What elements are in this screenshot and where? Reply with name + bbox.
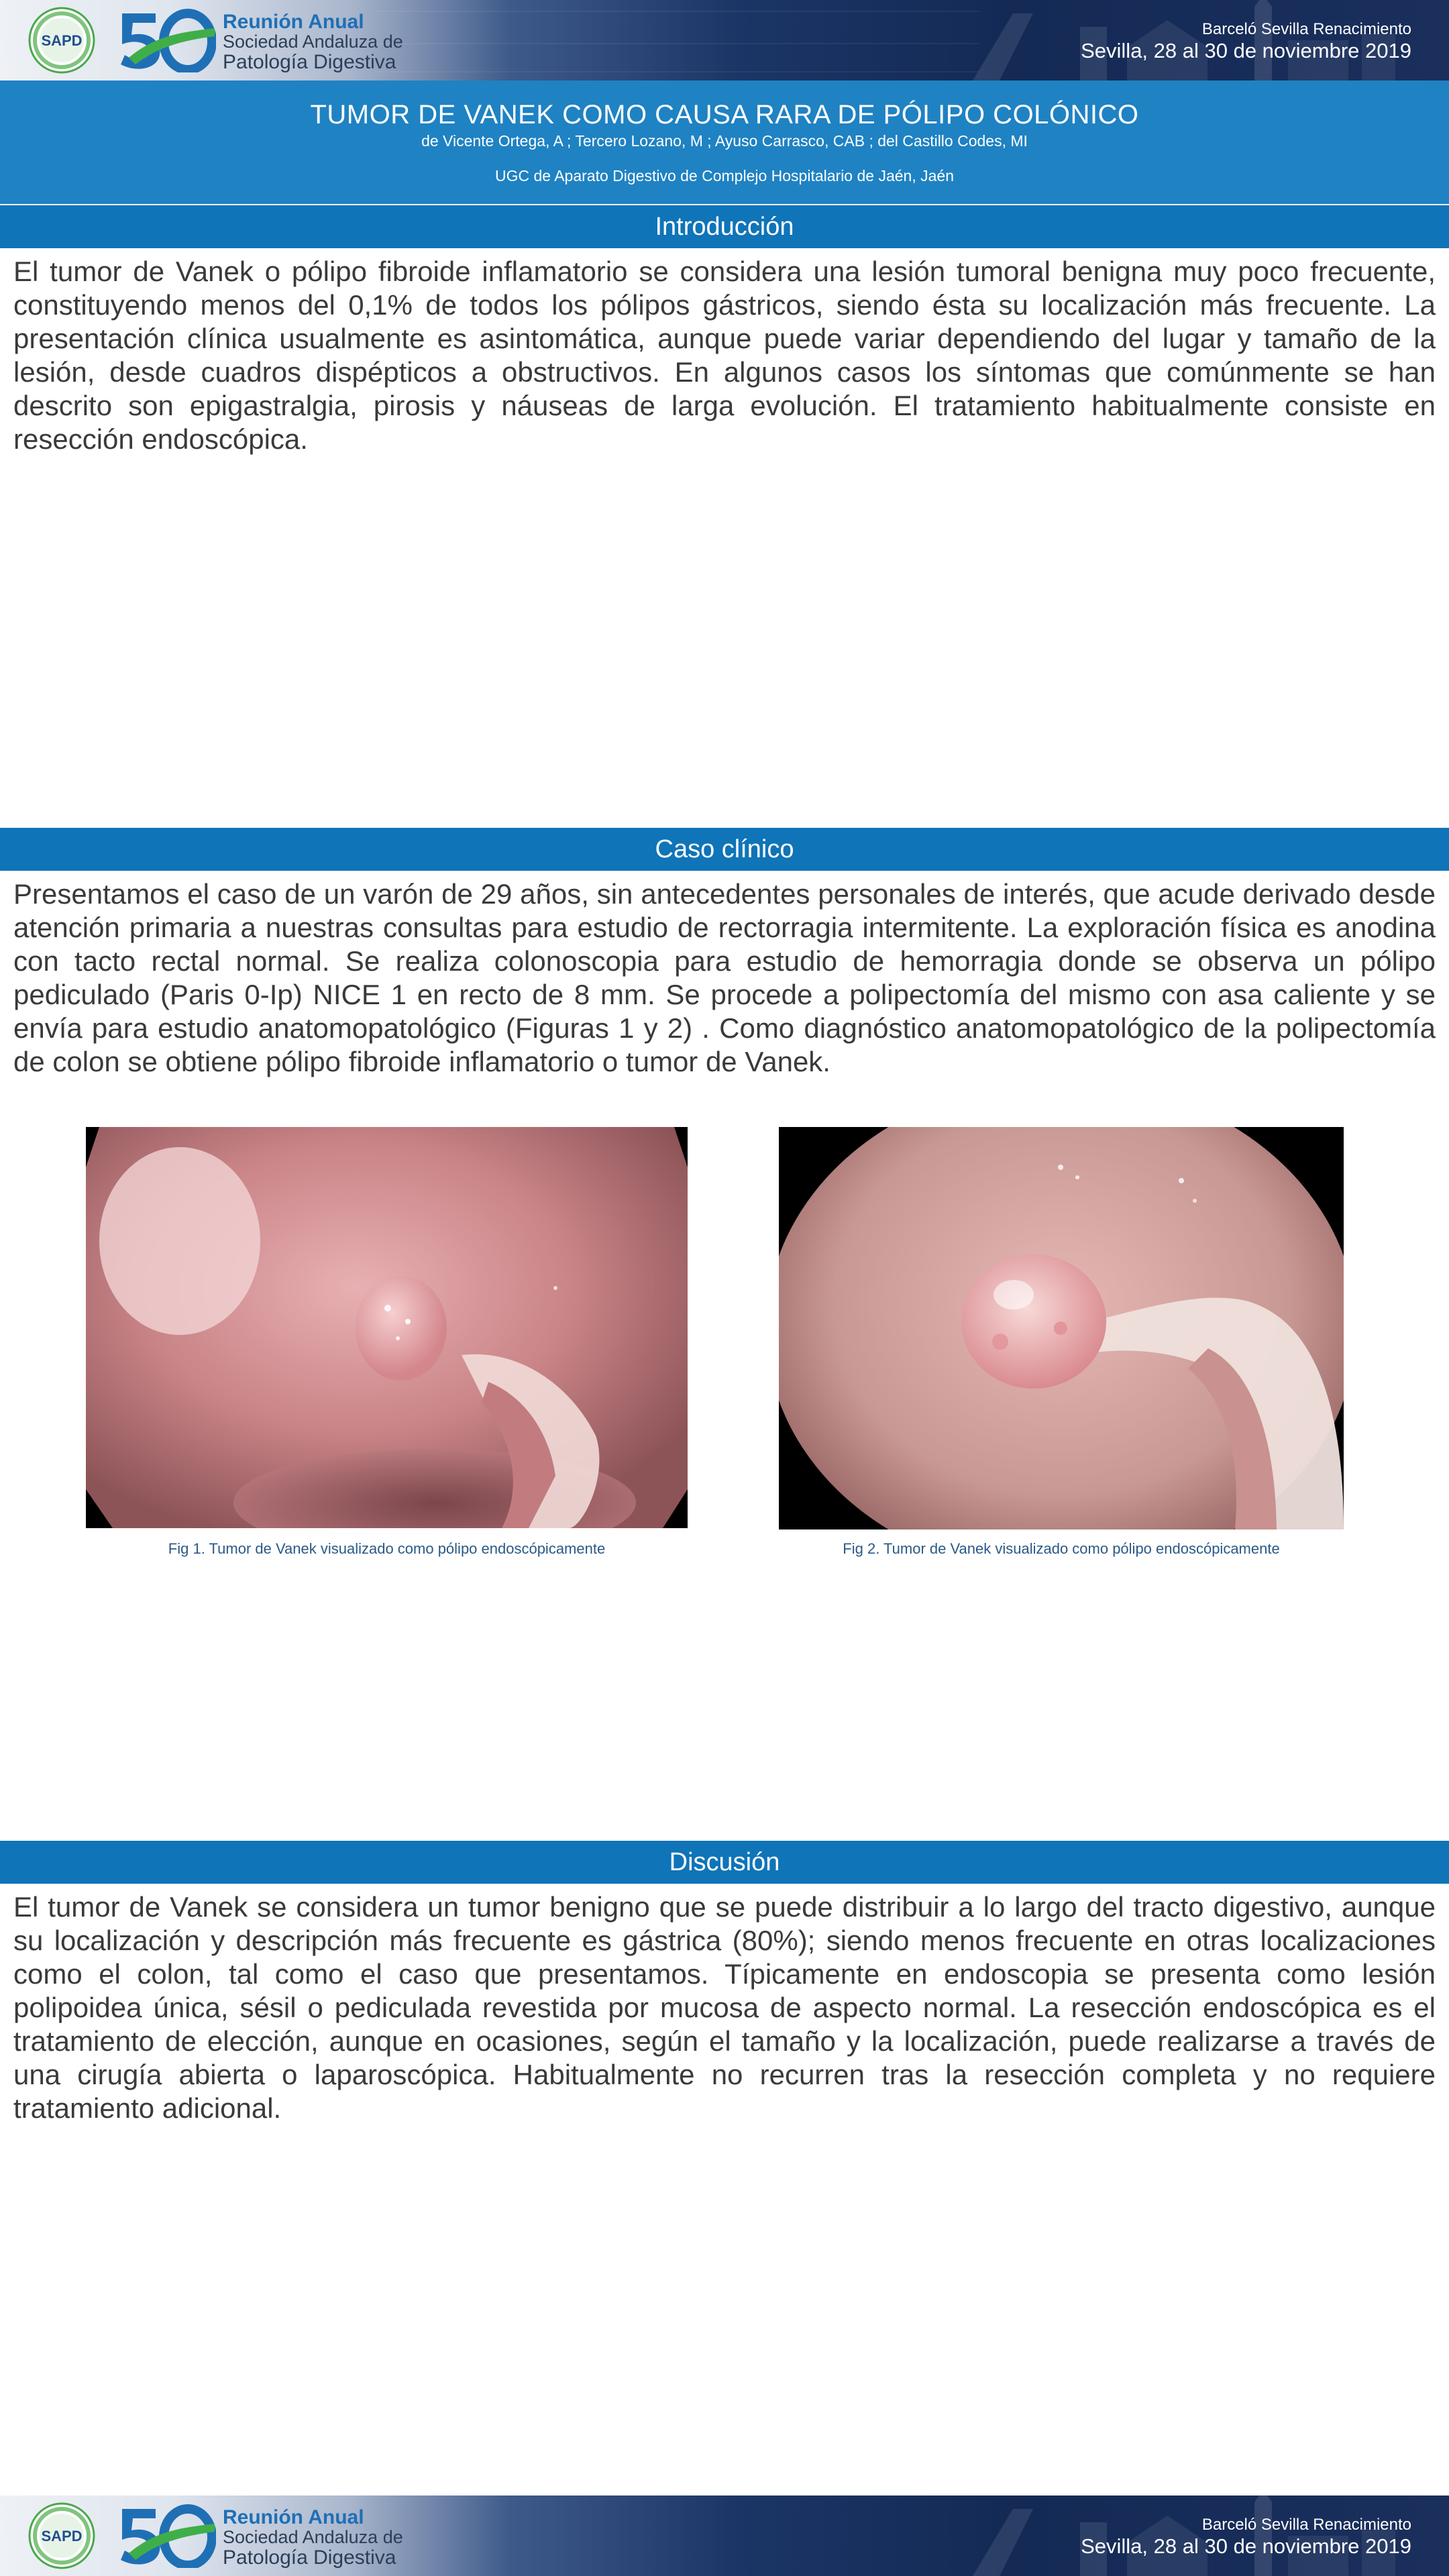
logo-line-3: Patología Digestiva: [223, 51, 396, 73]
sapd-logo-icon: [28, 7, 95, 74]
affiliation: UGC de Aparato Digestivo de Complejo Hospitalario de Jaén, Jaén: [495, 167, 954, 184]
sapd-logo-icon: [28, 2502, 95, 2569]
poster-title: TUMOR DE VANEK COMO CAUSA RARA DE PÓLIPO COLÓNICO: [310, 100, 1139, 129]
society-name: [223, 12, 403, 73]
fifty-anniversary-logo-icon: [115, 2504, 216, 2568]
section-heading-discussion: Discusión: [0, 1841, 1449, 1884]
venue-hotel: Barceló Sevilla Renacimiento: [1201, 20, 1411, 38]
venue-info: [1081, 2516, 1411, 2559]
figure-2-caption: Fig 2. Tumor de Vanek visualizado como pólipo endoscópicamente: [843, 1540, 1280, 1557]
logo-line-1: Reunión Anual: [223, 11, 364, 33]
section-heading-intro: Introducción: [0, 205, 1449, 248]
figure-1-caption: Fig 1. Tumor de Vanek visualizado como pólipo endoscópicamente: [168, 1540, 606, 1557]
logo-line-1: Reunión Anual: [223, 2506, 364, 2528]
logo-line-3: Patología Digestiva: [223, 2546, 396, 2569]
section-text-discussion: El tumor de Vanek se considera un tumor benigno que se puede distribuir a lo largo del tracto digestivo, aunque su localización y descripción más frecuente es gástrica (80%); siendo menos frecuente en otras localizaciones como el colon, tal como el caso que presentamos. Típicamente en endoscopia se presenta como lesión polipoidea única, sésil o pediculada revestida por mucosa de aspecto normal. La resección endoscópica es el tratamiento de elección, aunque en ocasiones, según el tamaño y la localización, puede realizarse a través de una cirugía abierta o laparoscópica. Habitualmente no recurren tras la resección completa y no requiere tratamiento adicional.: [13, 1891, 1436, 2124]
footer-banner: [0, 2496, 1449, 2576]
header-banner: [0, 0, 1449, 80]
logo-line-2: Sociedad Andaluza de: [223, 32, 403, 52]
title-block: [0, 80, 1449, 204]
figure-1-endoscopy-image: [86, 1127, 688, 1528]
authors: de Vicente Ortega, A ; Tercero Lozano, M ; Ayuso Carrasco, CAB ; del Castillo Codes, MI: [421, 132, 1028, 150]
fifty-anniversary-logo-icon: [115, 8, 216, 72]
section-text-intro: El tumor de Vanek o pólipo fibroide inflamatorio se considera una lesión tumoral benigna muy poco frecuente, constituyendo menos del 0,1% de todos los pólipos gástricos, siendo ésta su localización más frecuente. La presentación clínica usualmente es asintomática, aunque puede variar dependiendo del lugar y tamaño de la lesión, desde cuadros dispépticos a obstructivos. En algunos casos los síntomas que comúnmente se han descrito son epigastralgia, pirosis y náuseas de larga evolución. El tratamiento habitualmente consiste en resección endoscópica.: [13, 256, 1436, 455]
venue-hotel: Barceló Sevilla Renacimiento: [1201, 2516, 1411, 2534]
venue-dates: Sevilla, 28 al 30 de noviembre 2019: [1081, 39, 1411, 62]
venue-dates: Sevilla, 28 al 30 de noviembre 2019: [1081, 2534, 1411, 2558]
figure-2-endoscopy-image: [779, 1127, 1344, 1529]
section-heading-case: Caso clínico: [0, 828, 1449, 871]
svg-text:SAPD: SAPD: [41, 2528, 83, 2544]
section-text-case: Presentamos el caso de un varón de 29 años, sin antecedentes personales de interés, que acude derivado desde atención primaria a nuestras consultas para estudio de rectorragia intermitente. La exploración física es anodina con tacto rectal normal. Se realiza colonoscopia para estudio de hemorragia donde se observa un pólipo pediculado (Paris 0-Ip) NICE 1 en recto de 8 mm. Se procede a polipectomía del mismo con asa caliente y se envía para estudio anatomopatológico (Figuras 1 y 2) . Como diagnóstico anatomopatológico de la polipectomía de colon se obtiene pólipo fibroide inflamatorio o tumor de Vanek.: [13, 878, 1436, 1077]
logo-line-2: Sociedad Andaluza de: [223, 2527, 403, 2547]
svg-text:SAPD: SAPD: [41, 32, 83, 49]
society-name: [223, 2508, 403, 2569]
banner-watermark: [376, 4, 979, 78]
venue-info: [1081, 20, 1411, 63]
